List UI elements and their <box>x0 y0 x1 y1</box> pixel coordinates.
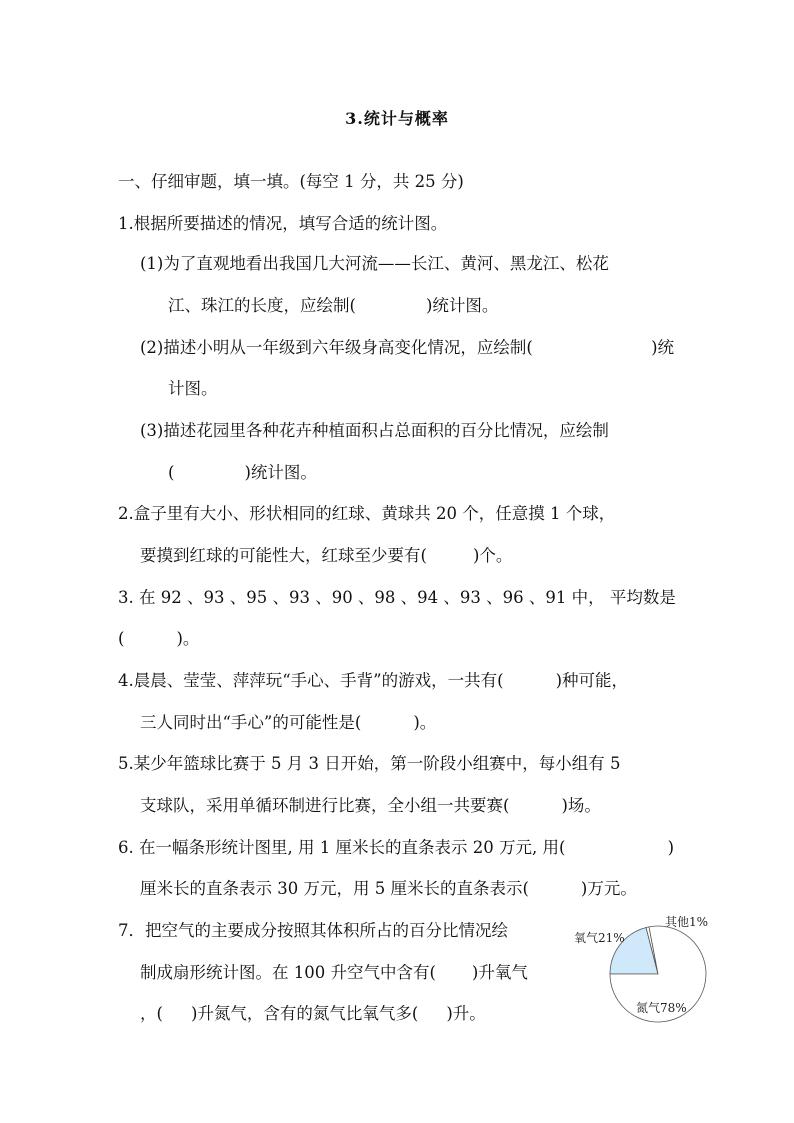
q2-line1: 2.盒子里有大小、形状相同的红球、黄球共 20 个，任意摸 1 个球， <box>118 504 616 523</box>
q1-p3-text-pre: ( <box>168 463 175 482</box>
q6-text-post-2: )万元。 <box>580 879 637 898</box>
q1-p3-line1: (3)描述花园里各种花卉种植面积占总面积的百分比情况，应绘制 <box>140 421 609 440</box>
q2-text-post: )个。 <box>472 546 513 565</box>
q1-p3-line2 <box>168 461 317 485</box>
q1-stem: 1.根据所要描述的情况，填写合适的统计图。 <box>118 214 448 233</box>
q4-line2 <box>140 711 436 735</box>
q1-p1-line1: (1)为了直观地看出我国几大河流——长江、黄河、黑龙江、松花 <box>140 254 609 273</box>
pie-label-other: 其他1% <box>665 915 709 929</box>
air-composition-pie-chart <box>570 910 720 1030</box>
q6-text-pre-2: 厘米长的直条表示 30 万元，用 5 厘米长的直条表示( <box>140 879 529 898</box>
q3-line2 <box>118 627 199 651</box>
q1-p2-line2: 计图。 <box>168 379 218 398</box>
q1-p1-line2 <box>168 294 498 318</box>
q2-text-pre: 要摸到红球的可能性大，红球至少要有( <box>140 546 427 565</box>
q6-line1 <box>118 836 674 860</box>
q5-line1: 5.某少年篮球比赛于 5 月 3 日开始，第一阶段小组赛中，每小组有 5 <box>118 754 621 773</box>
q6-text-post-1: ) <box>667 838 674 857</box>
q1-p1-text-pre: 江、珠江的长度，应绘制( <box>168 296 356 315</box>
page-title: 3.统计与概率 <box>345 109 449 128</box>
q4-text-pre-2: 三人同时出“手心”的可能性是( <box>140 713 362 732</box>
q7-text-pre-1: 制成扇形统计图。在 100 升空气中含有( <box>140 963 436 982</box>
q7-text-post-3: )升。 <box>446 1004 486 1023</box>
pie-label-oxygen: 氧气21% <box>574 931 625 945</box>
q4-text-post-2: )。 <box>413 713 437 732</box>
q3-text-post: )。 <box>176 629 200 648</box>
q3-line1: 3. 在 92 、93 、95 、93 、90 、98 、94 、93 、96 、91 中， 平均数是 <box>118 588 676 607</box>
q1-p3-text-post: )统计图。 <box>244 463 317 482</box>
q7-text-mid-3: )升氮气，含有的氮气比氧气多( <box>190 1004 419 1023</box>
q6-line2 <box>140 877 637 901</box>
q4-line1 <box>118 669 628 693</box>
q4-text-post-1: )种可能， <box>555 671 628 690</box>
q1-p2-text-post: )统 <box>651 338 674 357</box>
q4-text-pre-1: 4.晨晨、莹莹、萍萍玩“手心、手背”的游戏，一共有( <box>118 671 504 690</box>
q1-p2-text-pre: (2)描述小明从一年级到六年级身高变化情况，应绘制( <box>140 338 533 357</box>
q7-text-pre-2: ，( <box>140 1004 163 1023</box>
q5-text-pre: 支球队，采用单循环制进行比赛，全小组一共要赛( <box>140 796 510 815</box>
section-heading: 一、仔细审题，填一填。(每空 1 分，共 25 分) <box>118 172 464 191</box>
q5-line2 <box>140 794 601 818</box>
q7-line3 <box>140 1002 486 1026</box>
q7-line1: 7．把空气的主要成分按照其体积所占的百分比情况绘 <box>118 921 508 940</box>
q1-p1-text-post: )统计图。 <box>425 296 499 315</box>
q2-line2 <box>140 544 512 568</box>
q5-text-post: )场。 <box>561 796 601 815</box>
q7-text-post-1: )升氧气 <box>471 963 528 982</box>
q6-text-pre-1: 6. 在一幅条形统计图里, 用 1 厘米长的直条表示 20 万元, 用( <box>118 838 566 857</box>
q7-line2 <box>140 961 528 985</box>
pie-label-nitrogen: 氮气78% <box>636 1001 687 1015</box>
q3-text-pre: ( <box>118 629 125 648</box>
q1-p2-line1 <box>140 336 674 360</box>
pie-chart-svg <box>570 910 720 1035</box>
